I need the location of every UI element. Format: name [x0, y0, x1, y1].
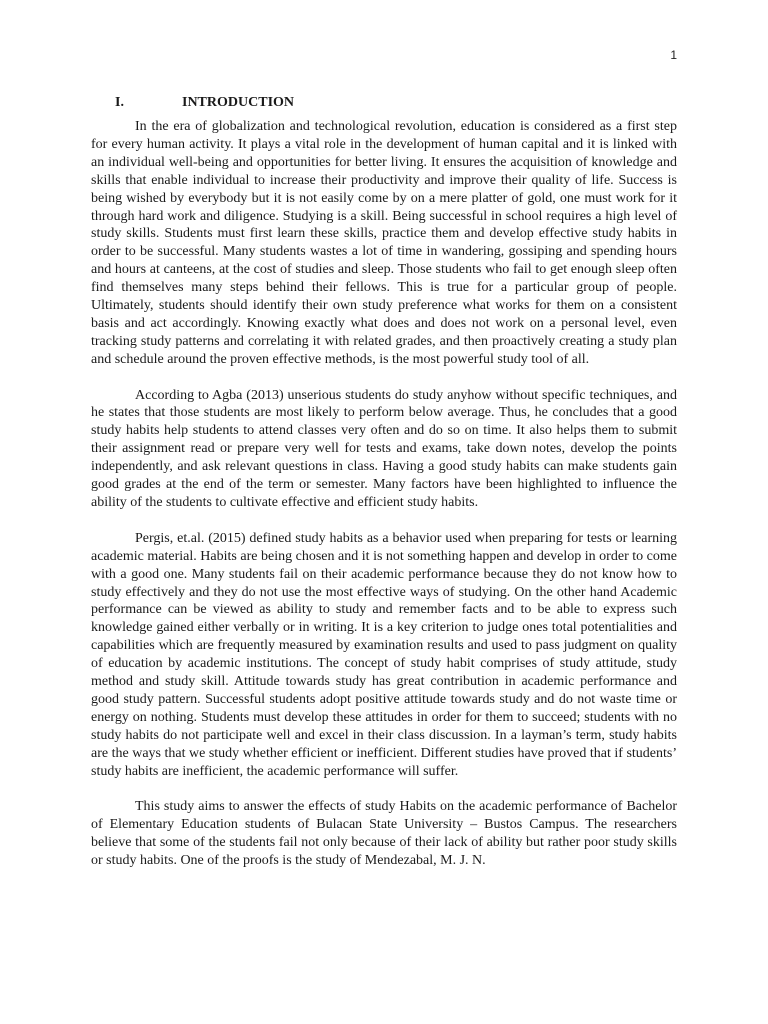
- paragraph-agba: According to Agba (2013) unserious students do study anyhow without specific techniques, and he states that those students are most likely to perform below average. Thus, he concludes that a good study habits help students to attend classes very often and do so on time. It also helps them to submit their assignment read or prepare very well for tests and exams, take down notes, develop the points independently, and ask relevant questions in class. Having a good study habits can make students gain good grades at the end of the term or semester. Many factors have been highlighted to influence the ability of the students to cultivate effective and efficient study habits.: [91, 387, 677, 511]
- page-number: 1: [670, 48, 677, 62]
- paragraph-pergis: Pergis, et.al. (2015) defined study habits as a behavior used when preparing for tests or learning academic material. Habits are being chosen and it is not something happen and develop in order to come with a good one. Many students fail on their academic performance because they do not know how to study effectively and they do not use the most effective ways of studying. On the other hand Academic performance can be viewed as ability to study and remember facts and to be able to express such knowledge gained either verbally or in writing. It is a key criterion to judge ones total potentialities and capabilities which are frequently measured by examination results and used to pass judgment on quality of education by academic institutions. The concept of study habit comprises of study attitude, study method and study skill. Attitude towards study has great contribution in academic performance and good study pattern. Successful students adopt positive attitude towards study and do not waste time or energy on nothing. Students must develop these attitudes in order for them to succeed; students with no study habits do not participate well and excel in their class discussion. In a layman’s term, study habits are the ways that we study whether efficient or inefficient. Different studies have proved that if students’ study habits are inefficient, the academic performance will suffer.: [91, 530, 677, 779]
- paragraph-introduction: In the era of globalization and technological revolution, education is considered as a first step for every human activity. It plays a vital role in the development of human capital and it is linked with an individual well-being and opportunities for better living. It ensures the acquisition of knowledge and skills that enable individual to increase their productivity and improve their quality of life. Success is being wished by everybody but it is not easily come by on a mere platter of gold, one must work for it through hard work and diligence. Studying is a skill. Being successful in school requires a high level of study skills. Students must first learn these skills, practice them and develop effective study habits in order to be successful. Many students wastes a lot of time in wandering, gossiping and spending hours and hours at canteens, at the cost of studies and sleep. Those students who fail to get enough sleep often find themselves many steps behind their fellows. This is true for a particular group of people. Ultimately, students should identify their own study preference what works for them on a consistent basis and act accordingly. Knowing exactly what does and does not work on a personal level, even tracking study patterns and correlating it with related grades, and then proactively creating a study plan and schedule around the proven effective methods, is the most powerful study tool of all.: [91, 119, 677, 367]
- section-heading: [91, 94, 677, 112]
- section-numeral: I.: [115, 95, 124, 110]
- section-title: INTRODUCTION: [182, 95, 295, 110]
- paragraph-study-aim: This study aims to answer the effects of study Habits on the academic performance of Bachelor of Elementary Education students of Bulacan State University – Bustos Campus. The researchers believe that some of the students fail not only because of their lack of ability but rather poor study skills or study habits. One of the proofs is the study of Mendezabal, M. J. N.: [91, 799, 677, 869]
- document-body: [91, 94, 677, 888]
